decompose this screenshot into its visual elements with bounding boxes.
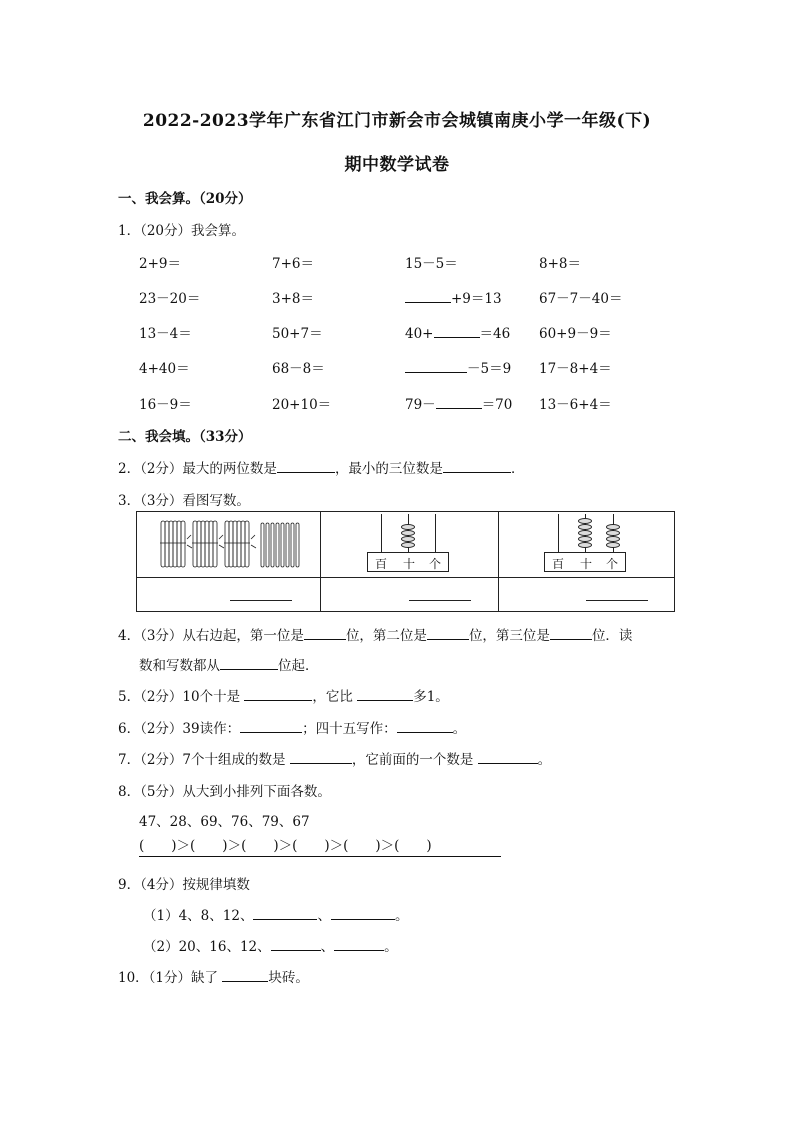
question-5: 5．（2分）10个十是 ，它比 多1。 (118, 685, 449, 705)
calc-item: 2+9＝ (139, 256, 181, 272)
calc-item: 4+40＝ (139, 361, 190, 377)
answer-blank[interactable] (222, 967, 268, 982)
calc-item: 16－9＝ (139, 397, 192, 413)
table-divider (498, 512, 499, 611)
stick-bundle (160, 521, 192, 567)
answer-blank[interactable] (230, 600, 292, 601)
table-divider (137, 577, 674, 578)
calc-item-blank: +9＝13 (405, 287, 502, 307)
calc-item: 13－4＝ (139, 326, 192, 342)
calc-item: 50+7＝ (272, 326, 323, 342)
answer-blank[interactable] (436, 394, 482, 409)
abacus-rod (435, 514, 436, 552)
answer-blank[interactable] (478, 749, 538, 764)
answer-blank[interactable] (253, 905, 317, 920)
question-2: 2．（2分）最大的两位数是 ，最小的三位数是 ． (118, 457, 524, 477)
answer-blank[interactable] (331, 905, 395, 920)
answer-blank[interactable] (427, 625, 469, 640)
table-divider (320, 512, 321, 611)
answer-blank[interactable] (240, 718, 302, 733)
question-10: 10．（1分）缺了 块砖。 (118, 966, 309, 986)
answer-blank[interactable] (586, 600, 648, 601)
answer-blank[interactable] (220, 655, 278, 670)
question-9: 9．（4分）按规律填数 (118, 877, 250, 893)
section1-heading: 一、我会算。（20分） (118, 191, 252, 207)
question-6: 6．（2分）39读作： ；四十五写作： 。 (118, 717, 466, 737)
question-8: 8．（5分）从大到小排列下面各数。 (118, 784, 331, 800)
calc-item: 23－20＝ (139, 291, 201, 307)
calc-item-blank: 79－ ＝70 (405, 393, 512, 413)
calc-item: 7+6＝ (272, 256, 314, 272)
answer-blank[interactable] (271, 936, 321, 951)
exam-title-line1: 2022-2023学年广东省江门市新会市会城镇南庚小学一年级(下) (142, 111, 652, 131)
stick-bundles-image (159, 519, 309, 571)
question-3: 3．（3分）看图写数。 (118, 493, 250, 509)
question-1: 1．（20分）我会算。 (118, 223, 246, 239)
ordering-answer-row[interactable]: ( )＞( )＞( )＞( )＞( )＞( ) (139, 834, 501, 857)
answer-blank[interactable] (550, 625, 592, 640)
calc-item: 17－8+4＝ (539, 361, 612, 377)
abacus-rod (381, 514, 382, 552)
calc-item: 8+8＝ (539, 256, 581, 272)
answer-blank[interactable] (304, 625, 346, 640)
question-7: 7．（2分）7个十组成的数是 ，它前面的一个数是 。 (118, 748, 551, 768)
abacus-place-labels: 百 十 个 (544, 552, 626, 572)
calc-item: 15－5＝ (405, 256, 458, 272)
answer-blank[interactable] (434, 323, 480, 338)
loose-sticks (261, 523, 299, 567)
answer-blank[interactable] (244, 686, 312, 701)
question-4: 4．（3分）从右边起，第一位是 位，第二位是 位，第三位是 位．读 (118, 624, 632, 644)
section2-heading: 二、我会填。（33分） (118, 429, 252, 445)
calc-item: 3+8＝ (272, 291, 314, 307)
answer-blank[interactable] (405, 288, 451, 303)
calc-item: 68－8＝ (272, 361, 325, 377)
calc-item: 60+9－9＝ (539, 326, 612, 342)
abacus-bead (401, 542, 415, 548)
answer-blank[interactable] (334, 936, 384, 951)
abacus-rod (558, 514, 559, 552)
exam-title-line2: 期中数学试卷 (344, 155, 450, 175)
answer-blank[interactable] (277, 458, 335, 473)
abacus-bead (578, 542, 592, 548)
stick-bundle (192, 521, 224, 567)
answer-blank[interactable] (290, 749, 352, 764)
stick-bundle (224, 521, 256, 567)
abacus-place-labels: 百 十 个 (367, 552, 449, 572)
answer-blank[interactable] (443, 458, 511, 473)
calc-item: 20+10＝ (272, 397, 332, 413)
question-9-part1: （1）4、8、12、 、 。 (143, 904, 408, 924)
abacus-bead (606, 542, 620, 548)
question-9-part2: （2）20、16、12、 、 。 (143, 935, 398, 955)
answer-blank[interactable] (405, 358, 467, 373)
calc-item: 13－6+4＝ (539, 397, 612, 413)
answer-blank[interactable] (357, 686, 413, 701)
number-list: 47、28、69、76、79、67 (139, 814, 310, 830)
answer-blank[interactable] (397, 718, 453, 733)
question-4-cont: 数和写数都从 位起． (139, 654, 319, 674)
picture-number-table (136, 511, 675, 612)
calc-item-blank: －5＝9 (405, 357, 511, 377)
calc-item: 67－7－40＝ (539, 291, 623, 307)
answer-blank[interactable] (409, 600, 471, 601)
calc-item-blank: 40+ ＝46 (405, 322, 510, 342)
